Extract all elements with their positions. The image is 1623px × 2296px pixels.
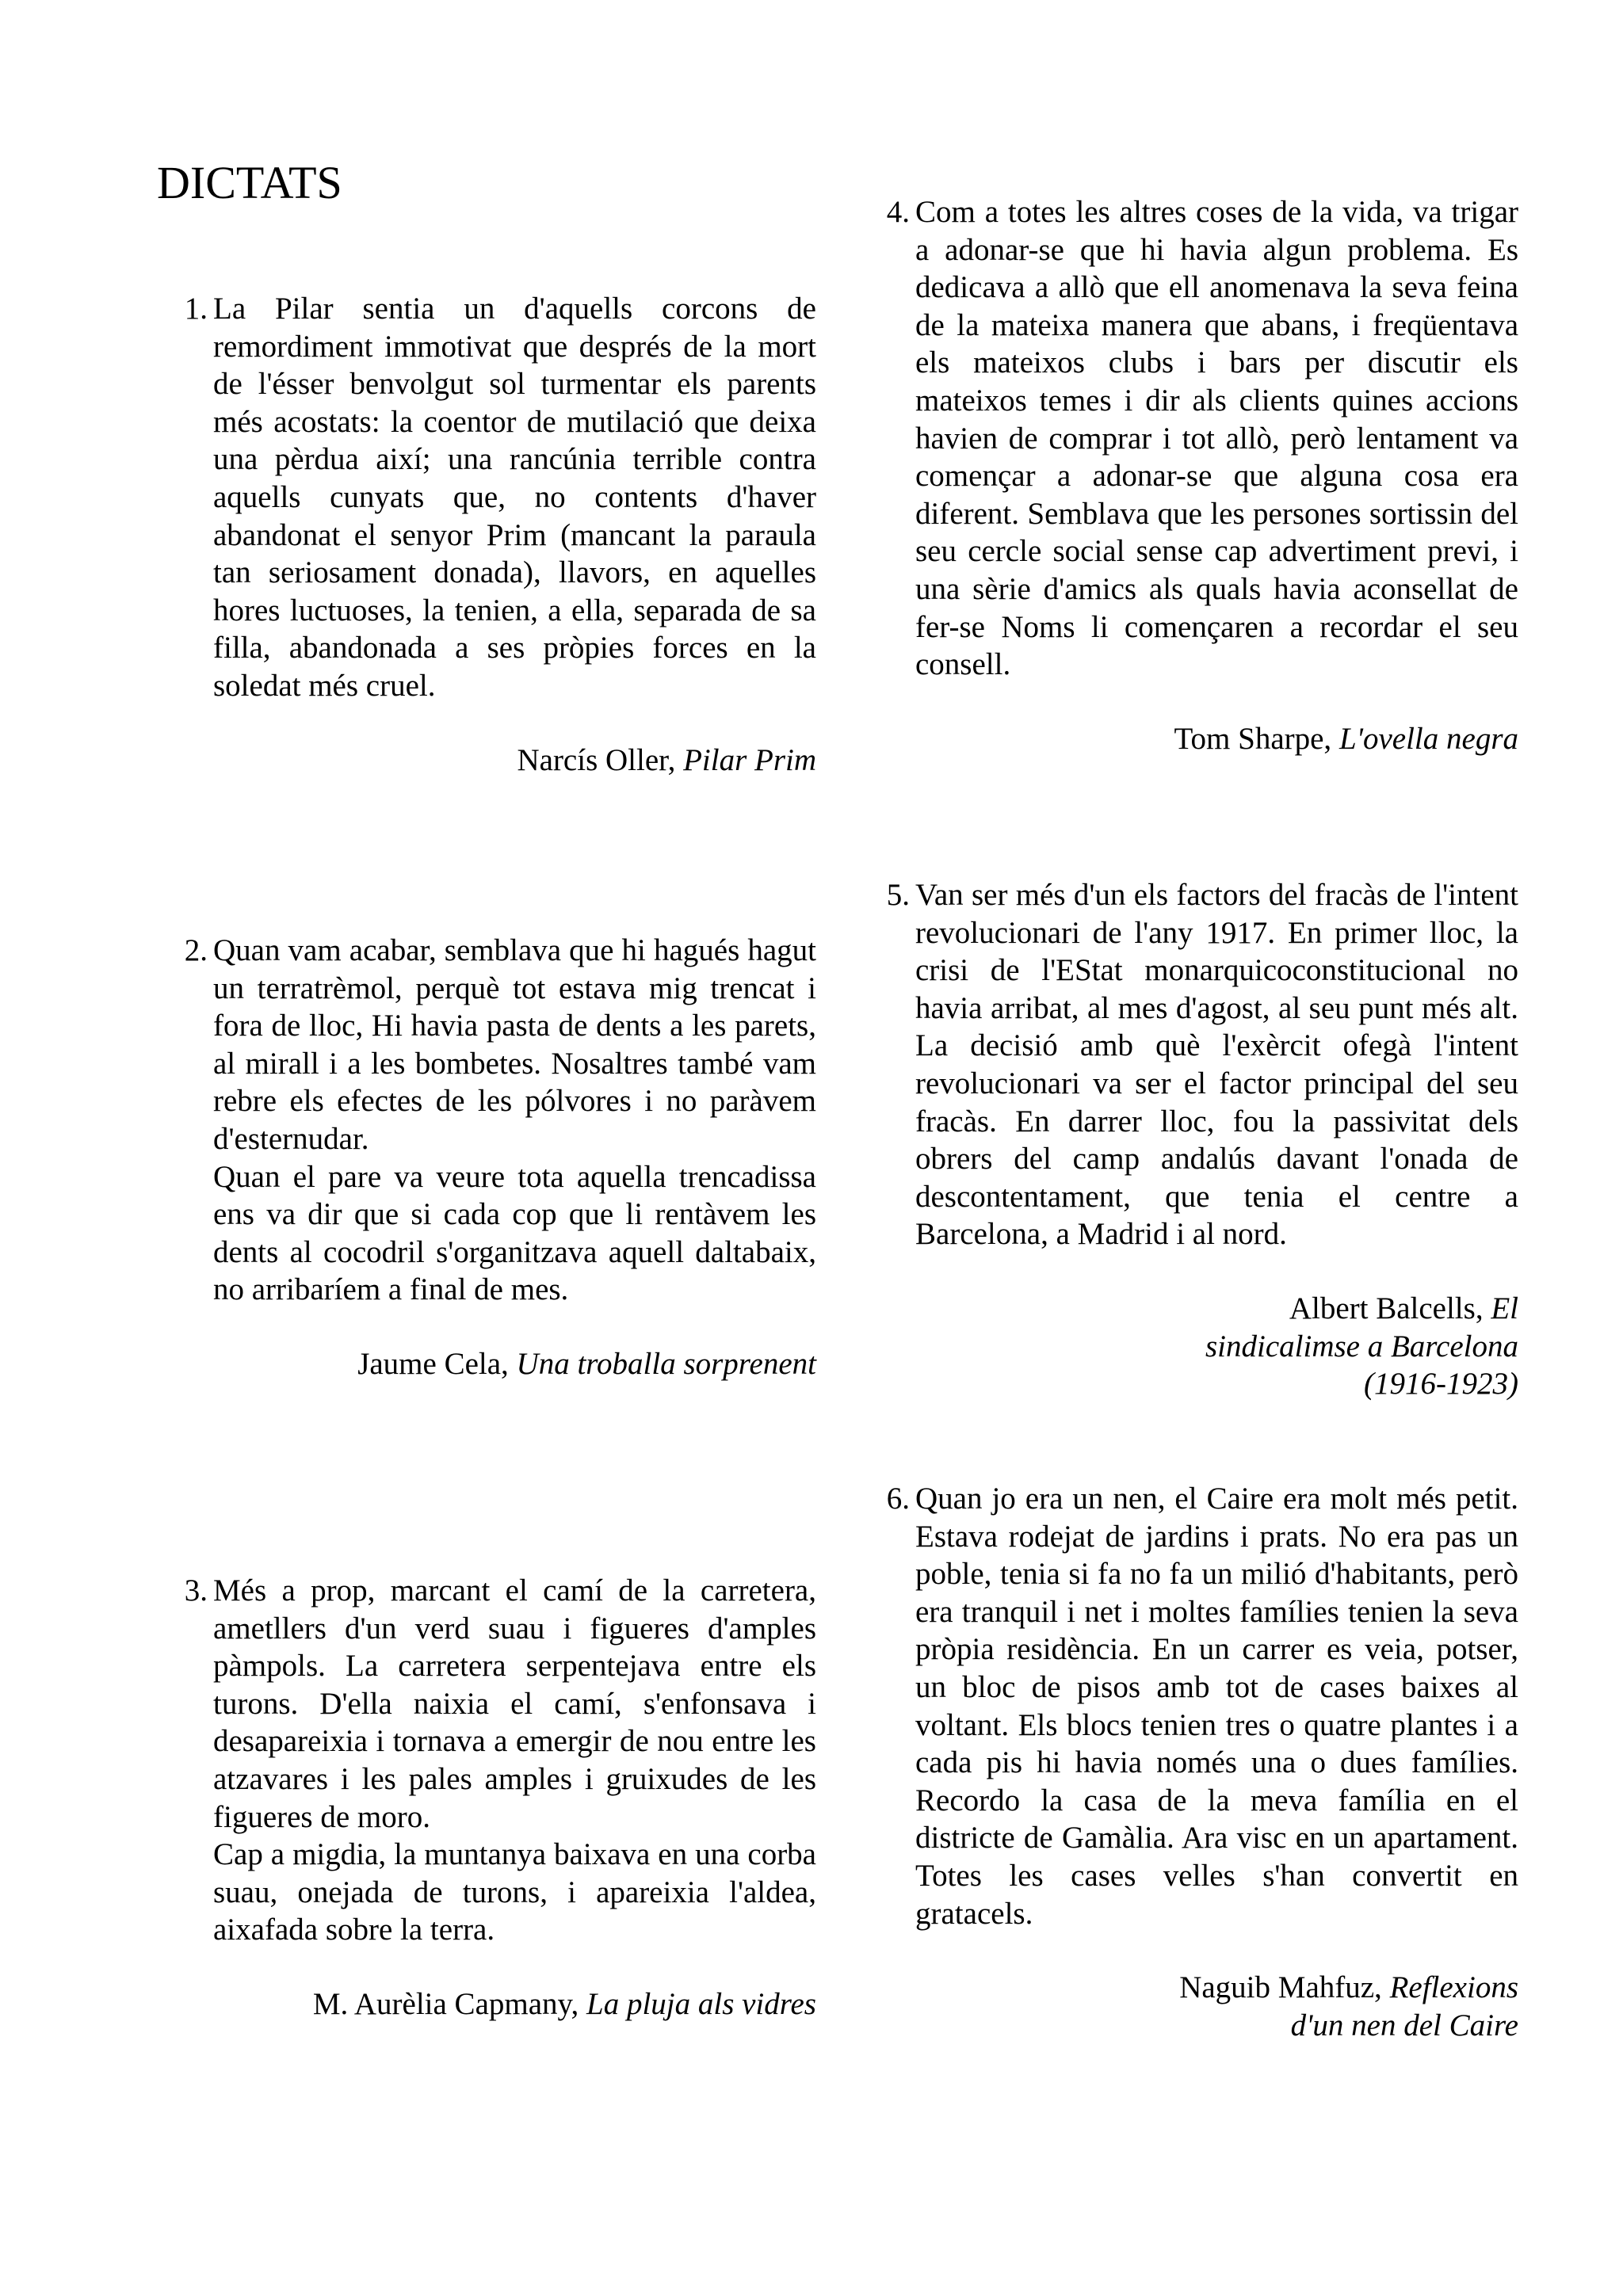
paragraph: Quan el pare va veure tota aquella trencadissa ens va dir que si cada cop que li rentàvem les dents al cocodril s'organitzava aquell daltabaix, no arribaríem a final de mes. [213, 1159, 816, 1307]
paragraph: Com a totes les altres coses de la vida, va trigar a adonar-se que hi havia algun problema. Es dedicava a allò que ell anomenava la seva feina de la mateixa manera que abans, i freqüentava els mateixos clubs i bars per discutir els mateixos temes i dir als clients quines accions havien de comprar i tot allò, però lentament va començar a adonar-se que alguna cosa era diferent. Semblava que les persones sortissin del seu cercle social sense cap advertiment previ, i una sèrie d'amics als quals havia aconsellat de fer-se Noms li començaren a recordar el seu consell. [915, 195, 1518, 682]
item-text [213, 932, 816, 1309]
dictat-1 [160, 290, 816, 779]
attribution [862, 1969, 1518, 2044]
work-title: Pilar Prim [683, 742, 816, 777]
paragraph: Quan vam acabar, semblava que hi hagués hagut un terratrèmol, perquè tot estava mig trencat i fora de lloc, Hi havia pasta de dents a les parets, al mirall i a les bombetes. Nosaltres també vam rebre els efectes de les pólvores i no paràvem d'esternudar. [213, 933, 816, 1156]
item-number: 3. [184, 1573, 208, 1608]
author: Tom Sharpe, [1174, 721, 1332, 756]
author: Jaume Cela, [357, 1346, 509, 1381]
item-number: 1. [184, 292, 208, 326]
attribution [160, 742, 816, 780]
dictat-3 [160, 1572, 816, 2023]
author: Narcís Oller, [517, 742, 676, 777]
author: M. Aurèlia Capmany, [312, 1986, 579, 2021]
work-title: La pluja als vidres [586, 1986, 816, 2021]
dictat-4 [862, 193, 1518, 757]
work-title: Una troballa sorprenent [516, 1346, 816, 1381]
attribution [160, 1985, 816, 2023]
work-title: Reflexions d'un nen del Caire [1290, 1970, 1518, 2042]
dictat-5 [862, 876, 1518, 1403]
item-number: 5. [886, 878, 910, 912]
item-number: 2. [184, 933, 208, 967]
page-title: DICTATS [157, 157, 342, 208]
item-text [915, 193, 1518, 684]
item-text [915, 876, 1518, 1253]
work-title: L'ovella negra [1338, 721, 1518, 756]
attribution [862, 720, 1518, 758]
item-number: 6. [886, 1482, 910, 1516]
item-text [213, 290, 816, 705]
item-text [213, 1572, 816, 1949]
paragraph: La Pilar sentia un d'aquells corcons de remordiment immotivat que després de la mort de l'ésser benvolgut sol turmentar els parents més acostats: la coentor de mutilació que deixa una pèrdua així; una rancúnia terrible contra aquells cunyats que, no contents d'haver abandonat el senyor Prim (mancant la paraula tan seriosament donada), llavors, en aquelles hores luctuoses, la tenien, a ella, separada de sa filla, abandonada a ses pròpies forces en la soledat més cruel. [213, 292, 816, 703]
author: Albert Balcells, [1289, 1291, 1484, 1325]
dictat-6 [862, 1480, 1518, 2044]
attribution [160, 1345, 816, 1383]
work-title: El sindicalimse a Barcelona (1916-1923) [1205, 1291, 1518, 1402]
paragraph: Quan jo era un nen, el Caire era molt més petit. Estava rodejat de jardins i prats. No era pas un poble, tenia si fa no fa un milió d'habitants, però era tranquil i net i moltes famílies tenien la seva pròpia residència. En un carrer es veia, potser, un bloc de pisos amb tot de cases baixes al voltant. Els blocs tenien tres o quatre plantes i a cada pis hi havia només una o dues famílies. Recordo la casa de la meva família en el districte de Gamàlia. Ara visc en un apartament. Totes les cases velles s'han convertit en gratacels. [915, 1482, 1518, 1931]
item-number: 4. [886, 195, 910, 229]
author: Naguib Mahfuz, [1179, 1970, 1382, 2005]
dictat-2 [160, 932, 816, 1383]
paragraph: Cap a migdia, la muntanya baixava en una corba suau, onejada de turons, i apareixia l'aldea, aixafada sobre la terra. [213, 1837, 816, 1947]
item-text [915, 1480, 1518, 1932]
attribution [862, 1290, 1518, 1403]
paragraph: Més a prop, marcant el camí de la carretera, ametllers d'un verd suau i figueres d'amples pàmpols. La carretera serpentejava entre els turons. D'ella naixia el camí, s'enfonsava i desapareixia i tornava a emergir de nou entre les atzavares i les pales amples i gruixudes de les figueres de moro. [213, 1573, 816, 1834]
paragraph: Van ser més d'un els factors del fracàs de l'intent revolucionari de l'any 1917. En primer lloc, la crisi de l'EStat monarquicoconstitucional no havia arribat, al mes d'agost, al seu punt més alt. La decisió amb què l'exèrcit ofegà l'intent revolucionari va ser el factor principal del seu fracàs. En darrer lloc, fou la passivitat dels obrers del camp andalús davant l'onada de descontentament, que tenia el centre a Barcelona, a Madrid i al nord. [915, 878, 1518, 1252]
